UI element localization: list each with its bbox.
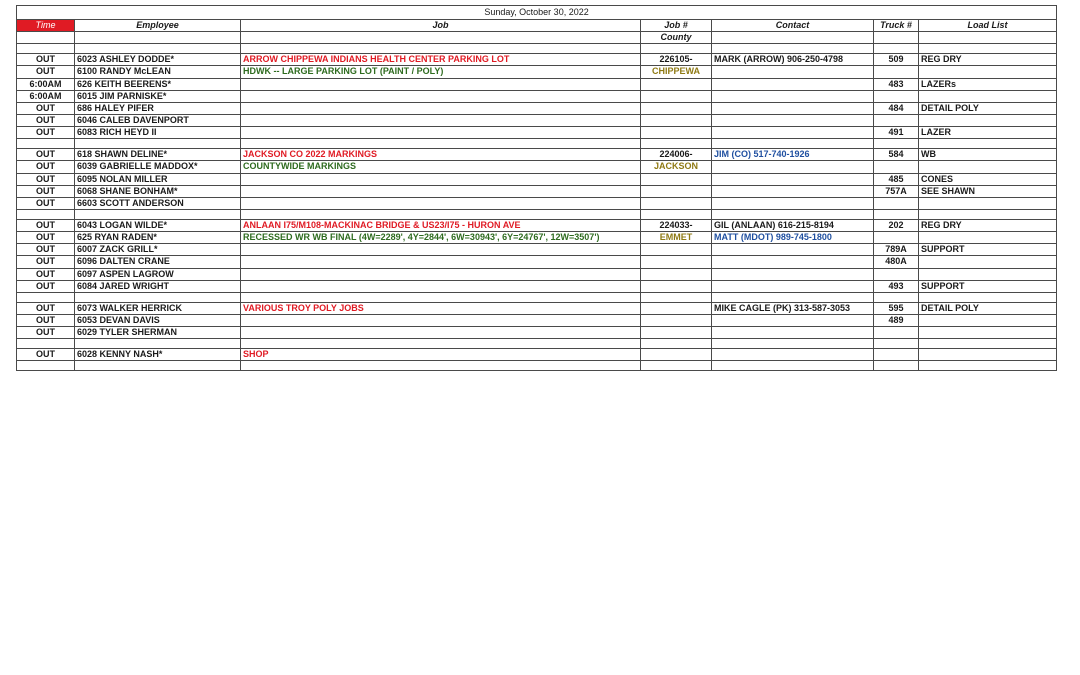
contact-cell: MIKE CAGLE (PK) 313-587-3053 (712, 302, 874, 314)
job-number-cell (641, 173, 712, 185)
job-cell (241, 173, 641, 185)
job-number-cell (641, 256, 712, 268)
contact-cell (712, 173, 874, 185)
contact-cell (712, 268, 874, 280)
truck-cell: 584 (874, 149, 919, 161)
time-cell: OUT (17, 102, 75, 114)
spacer-row (17, 339, 1057, 349)
job-number-cell (641, 327, 712, 339)
time-cell: OUT (17, 268, 75, 280)
load-list-cell: SUPPORT (919, 280, 1057, 292)
job-number-cell (641, 244, 712, 256)
truck-cell: 489 (874, 314, 919, 326)
subheader-row (17, 32, 1057, 44)
time-cell: OUT (17, 173, 75, 185)
time-cell: OUT (17, 127, 75, 139)
spacer-row (17, 139, 1057, 149)
job-cell (241, 268, 641, 280)
job-cell (241, 314, 641, 326)
contact-cell (712, 114, 874, 126)
employee-cell: 6046 CALEB DAVENPORT (75, 114, 241, 126)
job-number-cell: 226105- (641, 54, 712, 66)
employee-cell: 618 SHAWN DELINE* (75, 149, 241, 161)
contact-cell (712, 197, 874, 209)
load-list-cell (919, 268, 1057, 280)
load-list-cell (919, 349, 1057, 361)
employee-cell: 6073 WALKER HERRICK (75, 302, 241, 314)
table-row (17, 102, 1057, 114)
schedule-table (16, 5, 1057, 371)
load-list-cell: REG DRY (919, 54, 1057, 66)
table-row (17, 256, 1057, 268)
truck-cell: 757A (874, 185, 919, 197)
truck-cell (874, 114, 919, 126)
job-number-cell (641, 185, 712, 197)
table-row (17, 197, 1057, 209)
table-row (17, 127, 1057, 139)
job-number-cell: CHIPPEWA (641, 66, 712, 78)
load-list-cell: SEE SHAWN (919, 185, 1057, 197)
table-row (17, 114, 1057, 126)
job-number-cell (641, 78, 712, 90)
spacer-row (17, 361, 1057, 371)
contact-cell (712, 280, 874, 292)
load-list-cell (919, 327, 1057, 339)
time-cell: 6:00AM (17, 78, 75, 90)
load-list-cell (919, 232, 1057, 244)
table-row (17, 244, 1057, 256)
table-row (17, 149, 1057, 161)
load-list-cell (919, 197, 1057, 209)
contact-cell: JIM (CO) 517-740-1926 (712, 149, 874, 161)
contact-cell: MARK (ARROW) 906-250-4798 (712, 54, 874, 66)
job-cell (241, 256, 641, 268)
time-cell: OUT (17, 244, 75, 256)
table-row (17, 173, 1057, 185)
title-row (17, 6, 1057, 20)
job-number-cell (641, 90, 712, 102)
job-cell: ARROW CHIPPEWA INDIANS HEALTH CENTER PARKING LOT (241, 54, 641, 66)
load-list-cell: SUPPORT (919, 244, 1057, 256)
table-row (17, 185, 1057, 197)
contact-cell (712, 66, 874, 78)
contact-cell (712, 185, 874, 197)
time-cell: OUT (17, 314, 75, 326)
truck-cell: 491 (874, 127, 919, 139)
schedule-date-title: Sunday, October 30, 2022 (17, 6, 1057, 20)
job-cell (241, 280, 641, 292)
job-cell (241, 244, 641, 256)
load-list-cell (919, 256, 1057, 268)
table-row (17, 219, 1057, 231)
employee-cell: 686 HALEY PIFER (75, 102, 241, 114)
truck-cell (874, 197, 919, 209)
employee-cell: 6068 SHANE BONHAM* (75, 185, 241, 197)
load-list-cell: DETAIL POLY (919, 102, 1057, 114)
employee-cell: 6029 TYLER SHERMAN (75, 327, 241, 339)
employee-cell: 6028 KENNY NASH* (75, 349, 241, 361)
load-list-cell (919, 66, 1057, 78)
job-cell (241, 197, 641, 209)
time-cell: OUT (17, 161, 75, 173)
employee-cell: 6023 ASHLEY DODDE* (75, 54, 241, 66)
employee-cell: 625 RYAN RADEN* (75, 232, 241, 244)
employee-cell: 6097 ASPEN LAGROW (75, 268, 241, 280)
job-number-cell (641, 268, 712, 280)
employee-cell: 6007 ZACK GRILL* (75, 244, 241, 256)
contact-cell (712, 161, 874, 173)
contact-cell (712, 127, 874, 139)
job-number-cell (641, 314, 712, 326)
contact-cell (712, 78, 874, 90)
load-list-cell: REG DRY (919, 219, 1057, 231)
job-number-cell (641, 302, 712, 314)
contact-cell: MATT (MDOT) 989-745-1800 (712, 232, 874, 244)
header-truck: Truck # (874, 20, 919, 32)
job-cell: JACKSON CO 2022 MARKINGS (241, 149, 641, 161)
header-job-number: Job # (641, 20, 712, 32)
employee-cell: 6603 SCOTT ANDERSON (75, 197, 241, 209)
job-cell (241, 185, 641, 197)
table-row (17, 66, 1057, 78)
truck-cell (874, 66, 919, 78)
truck-cell: 202 (874, 219, 919, 231)
load-list-cell (919, 314, 1057, 326)
load-list-cell (919, 90, 1057, 102)
time-cell: OUT (17, 219, 75, 231)
time-cell: OUT (17, 349, 75, 361)
employee-cell: 6084 JARED WRIGHT (75, 280, 241, 292)
contact-cell (712, 244, 874, 256)
job-number-cell: JACKSON (641, 161, 712, 173)
truck-cell: 493 (874, 280, 919, 292)
truck-cell (874, 90, 919, 102)
contact-cell (712, 327, 874, 339)
truck-cell (874, 232, 919, 244)
time-cell: OUT (17, 327, 75, 339)
table-row (17, 268, 1057, 280)
table-row (17, 280, 1057, 292)
header-job: Job (241, 20, 641, 32)
truck-cell: 789A (874, 244, 919, 256)
header-county: County (641, 32, 712, 44)
truck-cell: 509 (874, 54, 919, 66)
spacer-row (17, 209, 1057, 219)
time-cell: OUT (17, 280, 75, 292)
contact-cell: GIL (ANLAAN) 616-215-8194 (712, 219, 874, 231)
employee-cell: 6100 RANDY McLEAN (75, 66, 241, 78)
job-number-cell (641, 197, 712, 209)
job-cell: RECESSED WR WB FINAL (4W=2289', 4Y=2844', 6W=30943', 6Y=24767', 12W=3507') (241, 232, 641, 244)
truck-cell (874, 161, 919, 173)
employee-cell: 6053 DEVAN DAVIS (75, 314, 241, 326)
employee-cell: 6095 NOLAN MILLER (75, 173, 241, 185)
truck-cell (874, 268, 919, 280)
contact-cell (712, 349, 874, 361)
time-cell: OUT (17, 185, 75, 197)
table-row (17, 302, 1057, 314)
table-row (17, 349, 1057, 361)
truck-cell: 595 (874, 302, 919, 314)
job-cell (241, 327, 641, 339)
truck-cell (874, 327, 919, 339)
load-list-cell: DETAIL POLY (919, 302, 1057, 314)
truck-cell: 485 (874, 173, 919, 185)
job-cell (241, 114, 641, 126)
time-cell: OUT (17, 232, 75, 244)
table-row (17, 327, 1057, 339)
job-number-cell (641, 280, 712, 292)
contact-cell (712, 102, 874, 114)
employee-cell: 626 KEITH BEERENS* (75, 78, 241, 90)
truck-cell: 484 (874, 102, 919, 114)
time-cell: OUT (17, 197, 75, 209)
truck-cell: 483 (874, 78, 919, 90)
time-cell: OUT (17, 54, 75, 66)
time-cell: OUT (17, 149, 75, 161)
table-row (17, 54, 1057, 66)
job-number-cell (641, 102, 712, 114)
time-cell: OUT (17, 114, 75, 126)
header-employee: Employee (75, 20, 241, 32)
load-list-cell: LAZER (919, 127, 1057, 139)
time-cell: OUT (17, 256, 75, 268)
job-cell: COUNTYWIDE MARKINGS (241, 161, 641, 173)
header-contact: Contact (712, 20, 874, 32)
job-cell (241, 102, 641, 114)
contact-cell (712, 256, 874, 268)
truck-cell (874, 349, 919, 361)
spacer-row (17, 44, 1057, 54)
time-cell: 6:00AM (17, 90, 75, 102)
job-cell: SHOP (241, 349, 641, 361)
table-row (17, 78, 1057, 90)
table-row (17, 314, 1057, 326)
job-cell (241, 90, 641, 102)
job-number-cell: EMMET (641, 232, 712, 244)
load-list-cell (919, 114, 1057, 126)
truck-cell: 480A (874, 256, 919, 268)
load-list-cell: WB (919, 149, 1057, 161)
time-cell: OUT (17, 66, 75, 78)
job-cell (241, 78, 641, 90)
employee-cell: 6015 JIM PARNISKE* (75, 90, 241, 102)
table-row (17, 161, 1057, 173)
employee-cell: 6043 LOGAN WILDE* (75, 219, 241, 231)
employee-cell: 6039 GABRIELLE MADDOX* (75, 161, 241, 173)
job-number-cell (641, 127, 712, 139)
contact-cell (712, 90, 874, 102)
header-row (17, 20, 1057, 32)
table-row (17, 90, 1057, 102)
job-number-cell (641, 114, 712, 126)
spacer-row (17, 292, 1057, 302)
contact-cell (712, 314, 874, 326)
load-list-cell: CONES (919, 173, 1057, 185)
load-list-cell (919, 161, 1057, 173)
schedule-rows (17, 44, 1057, 371)
job-cell: ANLAAN I75/M108-MACKINAC BRIDGE & US23/I75 - HURON AVE (241, 219, 641, 231)
job-cell (241, 127, 641, 139)
time-cell: OUT (17, 302, 75, 314)
job-cell: VARIOUS TROY POLY JOBS (241, 302, 641, 314)
job-number-cell (641, 349, 712, 361)
load-list-cell: LAZERs (919, 78, 1057, 90)
header-time: Time (17, 20, 75, 32)
employee-cell: 6083 RICH HEYD II (75, 127, 241, 139)
job-number-cell: 224033- (641, 219, 712, 231)
header-load-list: Load List (919, 20, 1057, 32)
employee-cell: 6096 DALTEN CRANE (75, 256, 241, 268)
job-cell: HDWK -- LARGE PARKING LOT (PAINT / POLY) (241, 66, 641, 78)
job-number-cell: 224006- (641, 149, 712, 161)
table-row (17, 232, 1057, 244)
